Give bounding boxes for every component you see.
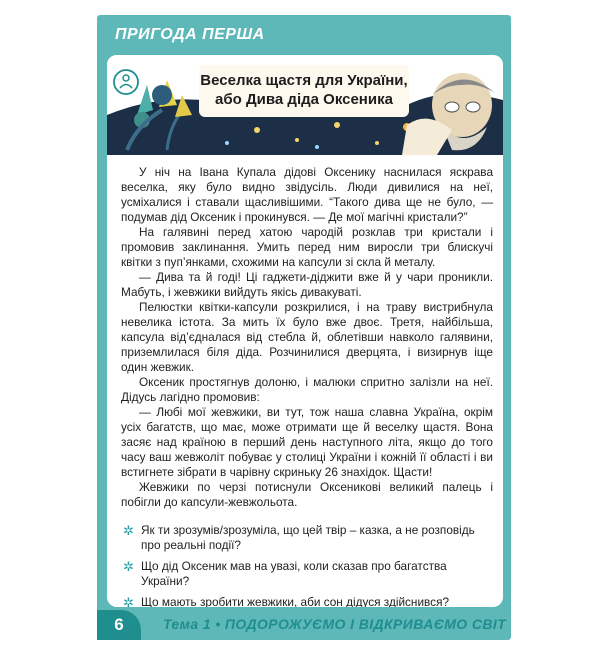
question-item [123, 559, 491, 589]
story-body [121, 165, 493, 510]
snowflake-icon: ✲ [123, 595, 134, 607]
story-paragraph: На галявині перед хатою чародій розклав три кристали і промовив заклинання. Умить перед ним виросли три блискучі квітки з пуп’янками, схожими на капсули зі скла й металу. [121, 225, 493, 269]
story-paragraph: — Дива та й годі! Ці гаджети-діджити вже й у чари проникли. Мабуть, і жевжики вийдуть якісь дивакуваті. [121, 270, 493, 299]
story-paragraph: Пелюстки квітки-капсули розкрилися, і на траву вистрибнула невелика істота. За мить їх було вже двоє. Третя, найбільша, капсула від’єдналася від стебла й, облетівши навколо галявини, приземлилася біля діда. Розчинилися дверцята, і визирнув іще один жевжик. [121, 300, 493, 374]
page-number: 6 [97, 610, 141, 640]
question-text: Що дід Оксеник мав на увазі, коли сказав про багатства України? [141, 559, 447, 588]
snowflake-icon: ✲ [123, 523, 134, 538]
question-item [123, 595, 491, 607]
story-paragraph: Жевжики по черзі потиснули Оксеникові великий палець і побігли до капсули-жевжольота. [121, 480, 493, 509]
question-item [123, 523, 491, 553]
story-title [199, 65, 409, 117]
snowflake-icon: ✲ [123, 559, 134, 574]
story-paragraph: У ніч на Івана Купала дідові Оксенику наснилася яскрава веселка, яку було видно звідусіль. Люди дивилися на неї, усміхалися і ставали щасливішими. “Такого дива ще не було, — подумав дід Оксеник і прокинувся. — Де мої магічні кристали?” [121, 165, 493, 224]
story-title-line-2: або Дива діда Оксеника [215, 91, 393, 108]
story-banner [107, 55, 503, 155]
questions-list [123, 523, 491, 607]
question-text: Як ти зрозумів/зрозуміла, що цей твір – казка, а не розповідь про реальні події? [141, 523, 475, 552]
textbook-page [97, 15, 511, 640]
story-card [107, 55, 503, 607]
heart-icon [113, 69, 139, 95]
page-footer [97, 610, 511, 640]
chapter-label: ПРИГОДА ПЕРША [115, 26, 265, 43]
story-paragraph: Оксеник простягнув долоню, і малюки спритно залізли на неї. Дідусь лагідно промовив: [121, 375, 493, 404]
story-title-line-1: Веселка щастя для України, [200, 72, 408, 89]
topic-title: Тема 1 • ПОДОРОЖУЄМО І ВІДКРИВАЄМО СВІТ [163, 616, 507, 632]
question-text: Що мають зробити жевжики, аби сон дідуся здійснився? [141, 595, 450, 607]
story-paragraph: — Любі мої жевжики, ви тут, тож наша славна Україна, окрім усіх багатств, що має, може отримати ще й веселку щастя. Вона засяє над країною в перший день наступного літа, якщо до того часу ваш жевжоліт побуває у столиці України і кожній її області і ви встигнете зібрати в чарівну скриньку 26 знахідок. Щасти! [121, 405, 493, 479]
